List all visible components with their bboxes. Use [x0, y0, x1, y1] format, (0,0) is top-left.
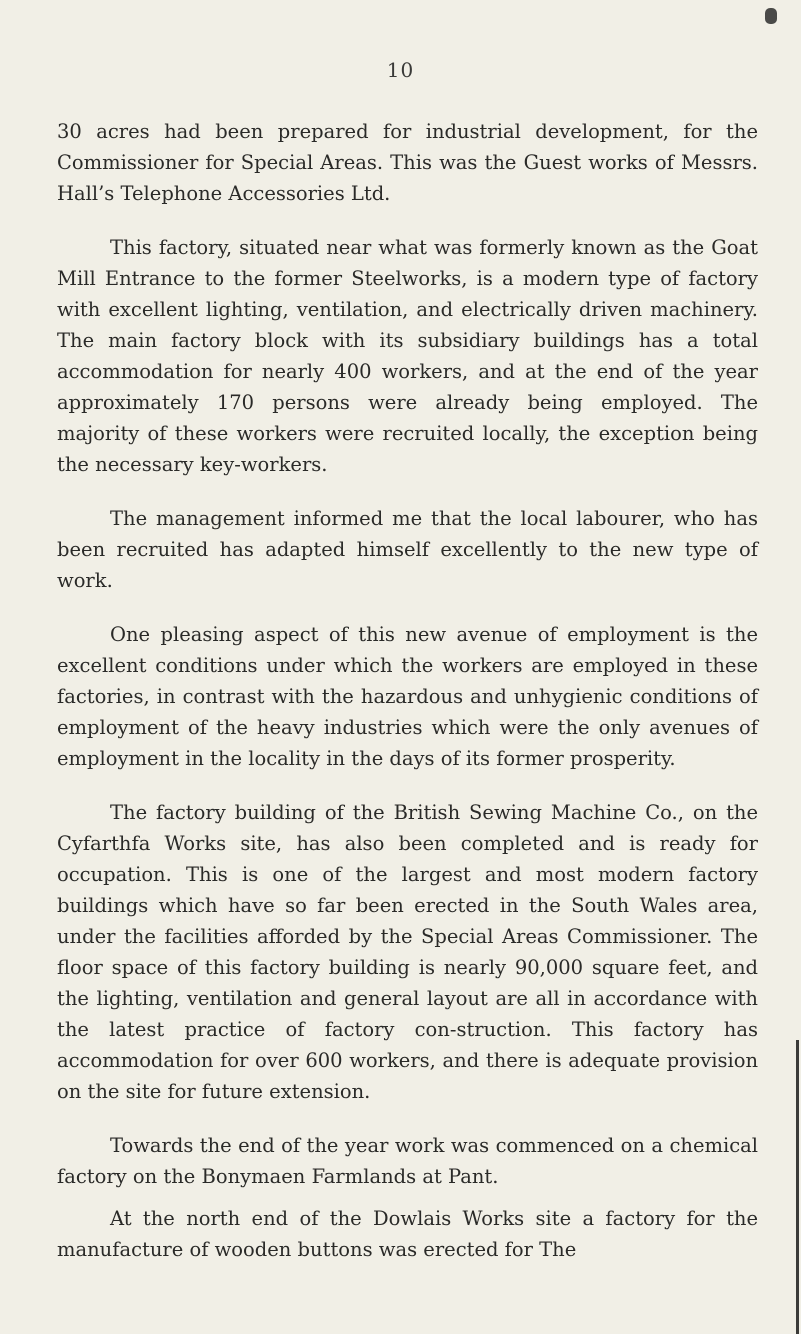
- paragraph-goat-mill-factory: This factory, situated near what was formerly known as the Goat Mill Entrance to the former Steelworks, is a modern type of factory with excellent lighting, ventilation, and electrically driven machinery. The main factory block with its subsidiary buildings has a total accommodation for nearly 400 workers, and at the end of the year approximately 170 persons were already being employed. The majority of these workers were recruited locally, the exception being the necessary key-workers.: [57, 236, 758, 476]
- paragraph-management: The management informed me that the local labourer, who has been recruited has adapted himself excellently to the new type of work.: [57, 507, 758, 592]
- corner-ink-mark: [765, 8, 777, 24]
- page-number: 10: [386, 58, 415, 82]
- paragraph-sewing-machine-factory: The factory building of the British Sewing Machine Co., on the Cyfarthfa Works site, has also been completed and is ready for occupation. This is one of the largest and most modern factory buildings which have so far been erected in the South Wales area, under the facilities afforded by the Special Areas Commissioner. The floor space of this factory building is nearly 90,000 square feet, and the lighting, ventilation and general layout are all in accordance with the latest practice of factory con-struction. This factory has accommodation for over 600 workers, and there is adequate provision on the site for future extension.: [57, 801, 758, 1103]
- paragraph-button-factory: At the north end of the Dowlais Works site a factory for the manufacture of wooden buttons was erected for The: [57, 1207, 758, 1261]
- paragraph-guest-works: 30 acres had been prepared for industrial development, for the Commissioner for Special Areas. This was the Guest works of Messrs. Hall’s Telephone Accessories Ltd.: [57, 120, 758, 205]
- paragraph-employment-conditions: One pleasing aspect of this new avenue of employment is the excellent conditions under which the workers are employed in these factories, in contrast with the hazardous and unhygienic conditions of employment of the heavy industries which were the only avenues of employment in the locality in the days of its former prosperity.: [57, 623, 758, 770]
- page-body: [57, 116, 758, 1288]
- paragraph-chemical-factory: Towards the end of the year work was commenced on a chemical factory on the Bonymaen Farmlands at Pant.: [57, 1134, 758, 1188]
- page-edge-shadow: [796, 1040, 799, 1334]
